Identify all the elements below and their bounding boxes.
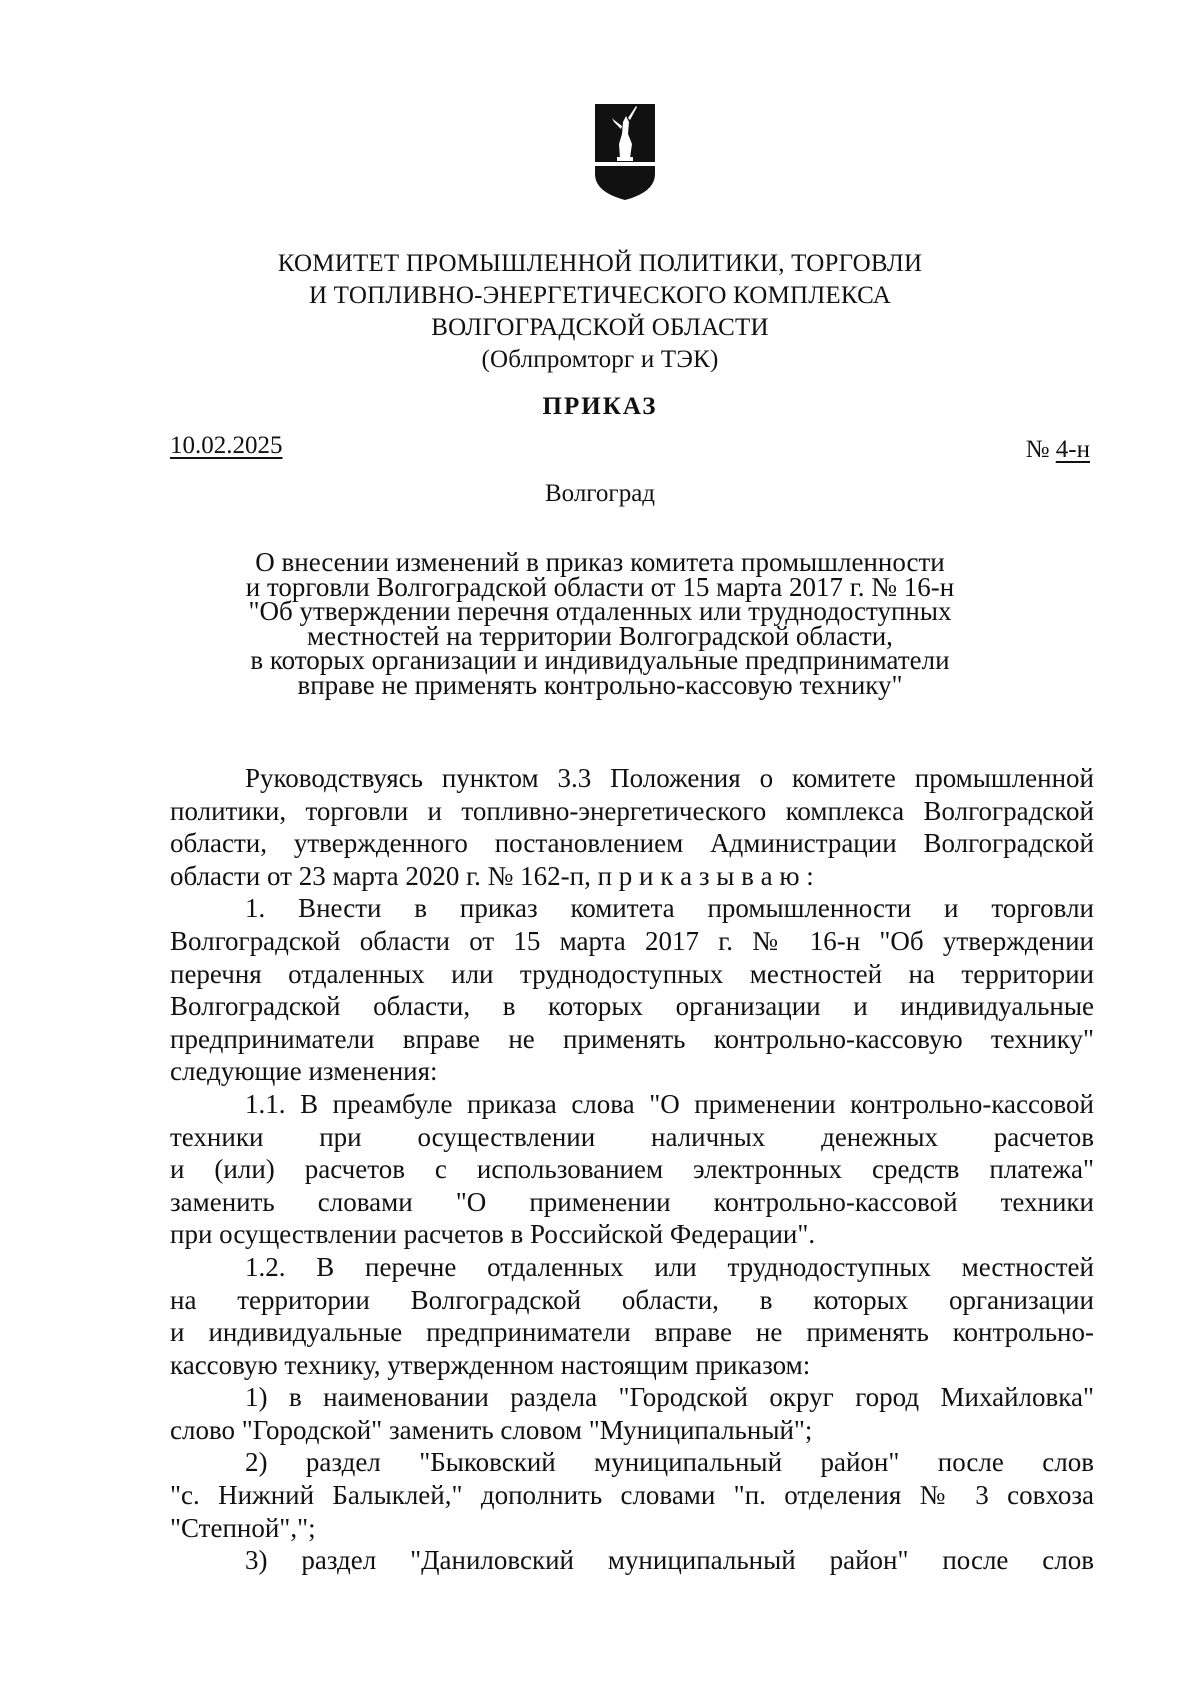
body-line: Руководствуясь пунктом 3.3 Положения о комитете промышленной: [245, 763, 1094, 793]
subject-line: и торговли Волгоградской области от 15 марта 2017 г. № 16-н: [245, 571, 955, 602]
body-line: Волгоградской области от 15 марта 2017 г. № 16-н "Об утверждении: [170, 925, 1094, 956]
body-line: области от 23 марта 2020 г. № 162-п, п р и к а з ы в а ю :: [170, 860, 814, 891]
subject-line: местностей на территории Волгоградской области,: [307, 620, 893, 651]
body-line: заменить словами "О применении контрольно-кассовой техники: [170, 1186, 1094, 1217]
number-value: 4-н: [1055, 436, 1090, 463]
volgograd-coat-of-arms-icon: [592, 100, 658, 204]
document-number: [1026, 436, 1090, 464]
document-body: [170, 762, 1094, 1577]
body-line: перечня отдаленных или труднодоступных местностей на территории: [170, 958, 1094, 989]
body-line: слово "Городской" заменить словом "Муниципальный";: [170, 1414, 813, 1445]
document-city: Волгоград: [544, 480, 656, 507]
body-line: 1. Внести в приказ комитета промышленности и торговли: [245, 893, 1094, 924]
body-line: техники при осуществлении наличных денежных расчетов: [170, 1121, 1094, 1152]
body-line: 1.2. В перечне отдаленных или труднодоступных местностей: [245, 1251, 1094, 1282]
body-line: "с. Нижний Балыклей," дополнить словами "п. отделения № 3 совхоза: [170, 1480, 1094, 1511]
issuer-header-line-3: ВОЛГОГРАДСКОЙ ОБЛАСТИ: [431, 314, 769, 341]
document-type-title: ПРИКАЗ: [542, 393, 658, 420]
body-line: 1.1. В преамбуле приказа слова "О применении контрольно-кассовой: [245, 1088, 1094, 1119]
document-subject: [0, 547, 1200, 700]
body-line: 1) в наименовании раздела "Городской округ город Михайловка": [245, 1382, 1094, 1413]
body-line: на территории Волгоградской области, в которых организации: [170, 1284, 1094, 1315]
subject-line: О внесении изменений в приказ комитета промышленности: [255, 547, 945, 577]
body-line: предприниматели вправе не применять контрольно-кассовую технику": [170, 1023, 1094, 1054]
body-line: кассовую технику, утвержденном настоящим приказом:: [170, 1349, 811, 1380]
document-date: 10.02.2025: [170, 432, 283, 459]
subject-line: в которых организации и индивидуальные предприниматели: [250, 645, 950, 675]
body-line: при осуществлении расчетов в Российской Федерации".: [170, 1219, 816, 1250]
body-line: области, утвержденного постановлением Администрации Волгоградской: [170, 828, 1094, 859]
body-line: "Степной",";: [170, 1512, 316, 1543]
body-line: и индивидуальные предприниматели вправе не применять контрольно-: [170, 1317, 1094, 1348]
issuer-abbreviation: (Облпромторг и ТЭК): [481, 346, 719, 373]
body-line: политики, торговли и топливно-энергетического комплекса Волгоградской: [170, 795, 1094, 826]
body-line: 2) раздел "Быковский муниципальный район" после слов: [245, 1447, 1094, 1478]
body-line: Волгоградской области, в которых организации и индивидуальные: [170, 991, 1094, 1022]
issuer-header: [0, 248, 1200, 376]
issuer-header-line-1: КОМИТЕТ ПРОМЫШЛЕННОЙ ПОЛИТИКИ, ТОРГОВЛИ: [277, 250, 923, 277]
body-line: 3) раздел "Даниловский муниципальный район" после слов: [245, 1545, 1094, 1576]
subject-line: вправе не применять контрольно-кассовую технику": [297, 669, 903, 700]
issuer-header-line-2: И ТОПЛИВНО-ЭНЕРГЕТИЧЕСКОГО КОМПЛЕКСА: [308, 282, 892, 309]
subject-line: "Об утверждении перечня отдаленных или труднодоступных: [248, 596, 952, 626]
number-prefix: №: [1025, 436, 1050, 463]
body-line: и (или) расчетов с использованием электронных средств платежа": [170, 1154, 1094, 1185]
body-line: следующие изменения:: [170, 1056, 438, 1087]
